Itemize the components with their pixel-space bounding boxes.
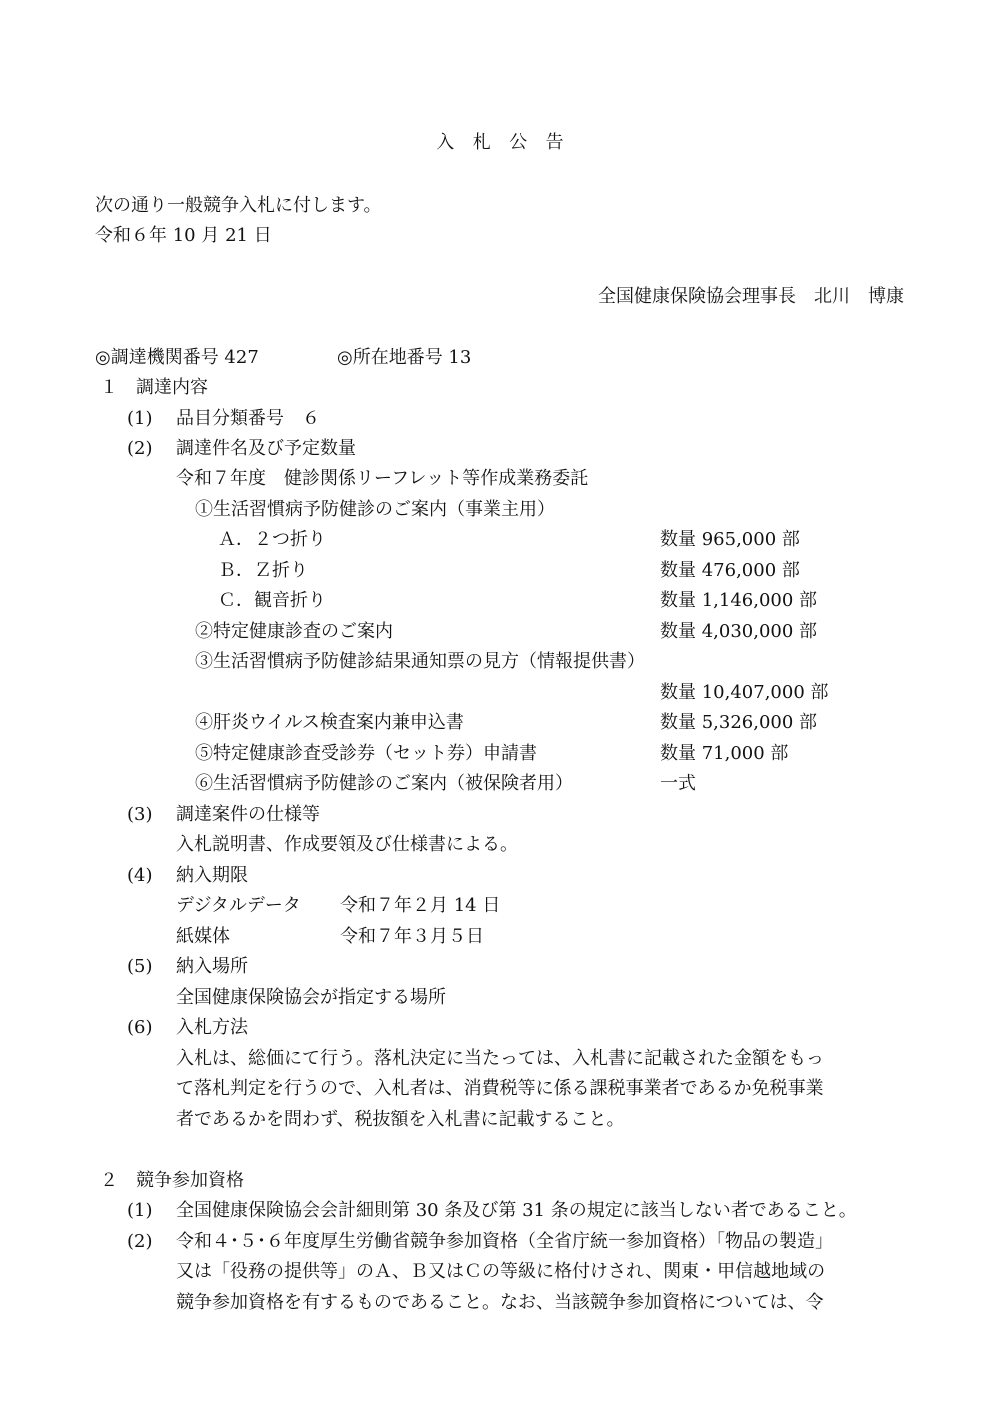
product-5: ⑤特定健康診査受診券（セット券）申請書 bbox=[195, 743, 537, 764]
section-2-heading: ２ 競争参加資格 bbox=[100, 1170, 244, 1191]
agency-number: ◎調達機関番号 427 bbox=[95, 347, 259, 368]
item-1-4-text: 納入期限 bbox=[176, 865, 248, 886]
item-2-2-number: (2) bbox=[127, 1231, 153, 1252]
product-2-quantity: 数量 4,030,000 部 bbox=[660, 621, 818, 642]
product-6: ⑥生活習慣病予防健診のご案内（被保険者用） bbox=[195, 773, 573, 794]
product-5-quantity: 数量 71,000 部 bbox=[660, 743, 789, 764]
product-2: ②特定健康診査のご案内 bbox=[195, 621, 393, 642]
product-4-quantity: 数量 5,326,000 部 bbox=[660, 712, 818, 733]
location-number: ◎所在地番号 13 bbox=[337, 347, 472, 368]
deadline-digital-label: デジタルデータ bbox=[176, 895, 301, 916]
product-1b-quantity: 数量 476,000 部 bbox=[660, 560, 800, 581]
item-1-6-text: 入札方法 bbox=[176, 1017, 248, 1038]
issuer-name: 全国健康保険協会理事長 北川 博康 bbox=[598, 286, 904, 307]
product-1b: Ｂ．Ｚ折り bbox=[218, 560, 308, 581]
deadline-paper-label: 紙媒体 bbox=[176, 926, 230, 947]
section-1-heading: １ 調達内容 bbox=[100, 377, 208, 398]
item-1-1-text: 品目分類番号 ６ bbox=[176, 408, 320, 429]
product-1c-quantity: 数量 1,146,000 部 bbox=[660, 590, 818, 611]
item-1-6-line-3: 者であるかを問わず、税抜額を入札書に記載すること。 bbox=[176, 1109, 625, 1130]
deadline-digital-date: 令和７年２月 14 日 bbox=[340, 895, 501, 916]
item-1-6-number: (6) bbox=[127, 1017, 153, 1038]
item-1-1-number: (1) bbox=[127, 408, 153, 429]
item-1-6-line-2: て落札判定を行うので、入札者は、消費税等に係る課税事業者であるか免税事業 bbox=[176, 1078, 824, 1099]
item-2-2-line-2: 又は「役務の提供等」のＡ、Ｂ又はＣの等級に格付けされ、関東・甲信越地域の bbox=[176, 1261, 826, 1282]
item-2-1-text: 全国健康保険協会会計細則第 30 条及び第 31 条の規定に該当しない者であること。 bbox=[176, 1200, 857, 1221]
procurement-subject: 令和７年度 健診関係リーフレット等作成業務委託 bbox=[176, 468, 589, 489]
product-1: ①生活習慣病予防健診のご案内（事業主用） bbox=[195, 499, 555, 520]
item-1-5-text: 納入場所 bbox=[176, 956, 248, 977]
intro-text: 次の通り一般競争入札に付します。 bbox=[95, 195, 382, 216]
item-1-5-number: (5) bbox=[127, 956, 153, 977]
product-1c: Ｃ．観音折り bbox=[218, 590, 326, 611]
item-1-3-number: (3) bbox=[127, 804, 153, 825]
product-1a-quantity: 数量 965,000 部 bbox=[660, 529, 800, 550]
notice-date: 令和６年 10 月 21 日 bbox=[95, 225, 272, 246]
product-1a: Ａ．２つ折り bbox=[218, 529, 326, 550]
item-2-1-number: (1) bbox=[127, 1200, 153, 1221]
product-3: ③生活習慣病予防健診結果通知票の見方（情報提供書） bbox=[195, 651, 645, 672]
item-2-2-line-3: 競争参加資格を有するものであること。なお、当該競争参加資格については、令 bbox=[176, 1292, 824, 1313]
product-6-quantity: 一式 bbox=[660, 773, 696, 794]
deadline-paper-date: 令和７年３月５日 bbox=[340, 926, 484, 947]
product-3-quantity: 数量 10,407,000 部 bbox=[660, 682, 829, 703]
item-1-6-line-1: 入札は、総価にて行う。落札決定に当たっては、入札書に記載された金額をもっ bbox=[176, 1048, 824, 1069]
item-1-4-number: (4) bbox=[127, 865, 153, 886]
item-1-3-text: 調達案件の仕様等 bbox=[176, 804, 320, 825]
item-1-2-number: (2) bbox=[127, 438, 153, 459]
item-1-2-text: 調達件名及び予定数量 bbox=[176, 438, 356, 459]
item-1-3-body: 入札説明書、作成要領及び仕様書による。 bbox=[176, 834, 518, 855]
item-2-2-line-1: 令和４･５･６年度厚生労働省競争参加資格（全省庁統一参加資格）「物品の製造」 bbox=[176, 1231, 833, 1252]
product-4: ④肝炎ウイルス検査案内兼申込書 bbox=[195, 712, 464, 733]
page-title: 入 札 公 告 bbox=[436, 132, 564, 153]
item-1-5-body: 全国健康保険協会が指定する場所 bbox=[176, 987, 446, 1008]
